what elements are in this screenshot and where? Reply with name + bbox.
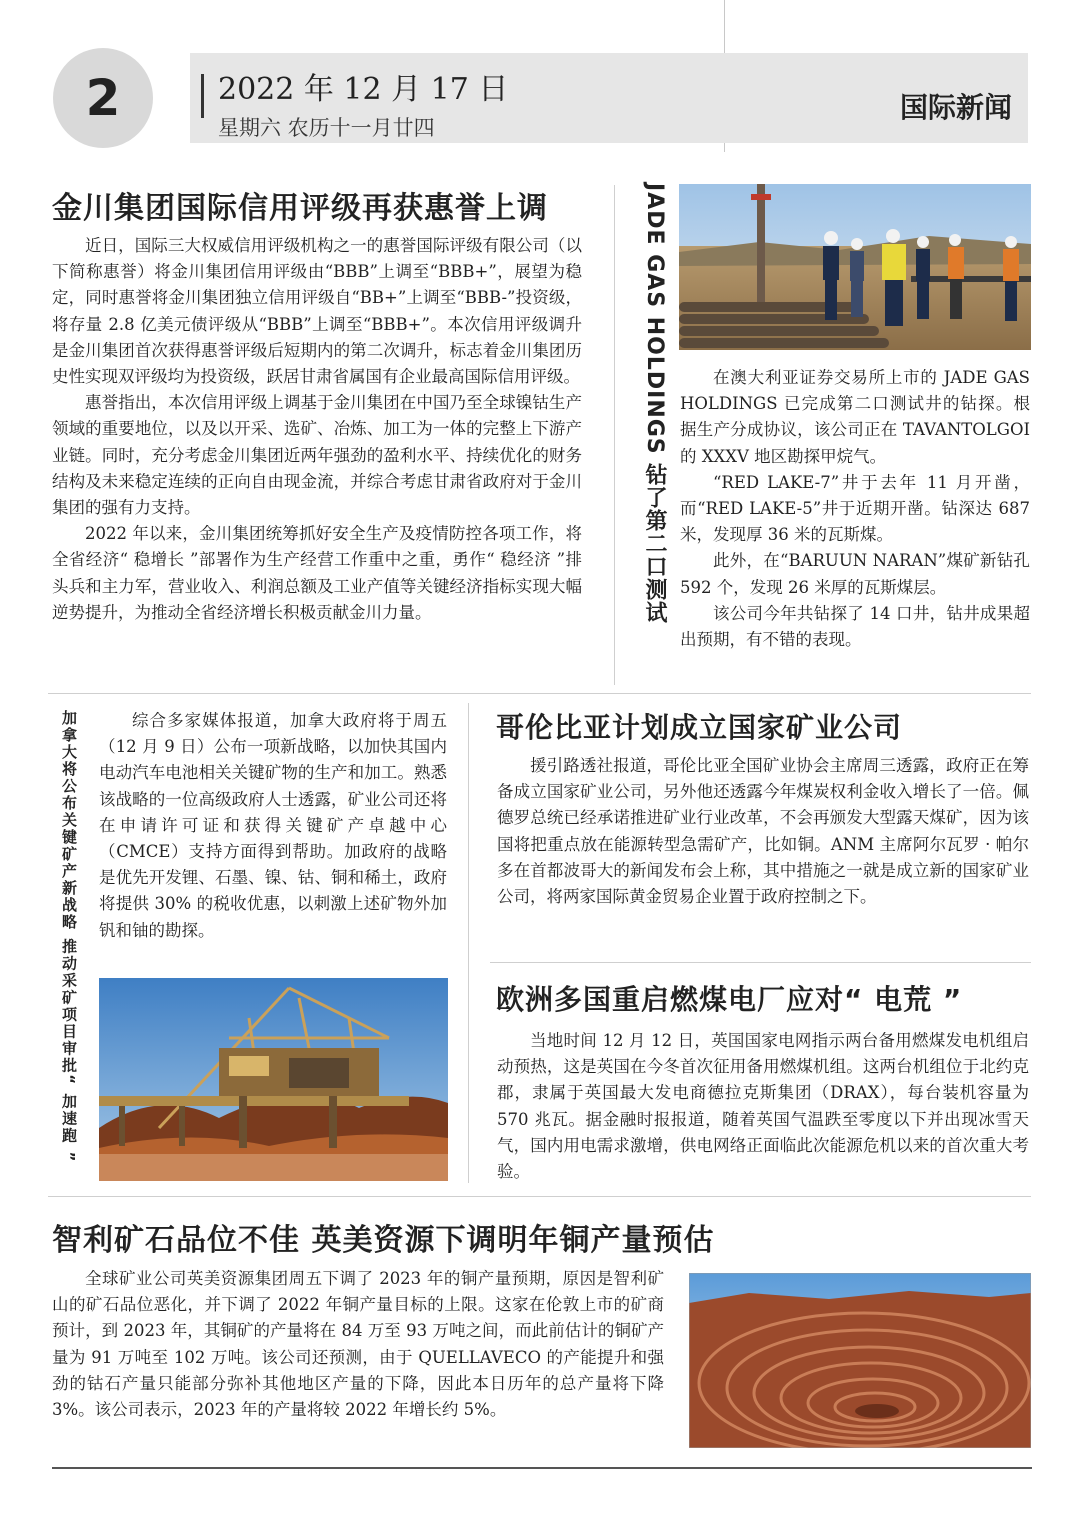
issue-date: 2022 年 12 月 17 日 (218, 72, 509, 107)
article-chile-body (52, 1266, 664, 1423)
article-europe-body (497, 1028, 1029, 1185)
headline-jade-gas: JADE GAS HOLDINGS 钻了第二口测试 (642, 183, 667, 625)
header-accent-bar (201, 74, 204, 118)
paragraph: 此外，在“BARUUN NARAN”煤矿新钻孔 592 个，发现 26 米厚的瓦斯煤层。 (680, 551, 1030, 597)
article-canada-body (99, 708, 447, 944)
paragraph: 该公司今年共钻探了 14 口井，钻井成果超出预期，有不错的表现。 (680, 603, 1030, 650)
drilling-crew-photo (679, 184, 1031, 350)
paragraph: 当地时间 12 月 12 日，英国国家电网指示两台备用燃煤发电机组启动预热，这是英国在今冬首次征用备用燃煤机组。这两台机组位于北约克郡，隶属于英国最大发电商德拉克斯集团（DRAX），每台装机容量为 570 兆瓦。据金融时报报道，随着英国气温跌至零度以下并出现冰雪天气，国内用电需求激增，供电网络正面临此次能源危机以来的首次重大考验。 (497, 1031, 1029, 1182)
column-divider (468, 703, 469, 1183)
paragraph: 惠誉指出，本次信用评级上调基于金川集团在中国乃至全球镍钴生产领域的重要地位，以及以开采、选矿、冶炼、加工为一体的完整上下游产业链。同时，充分考虑金川集团近两年强劲的盈利水平、持续优化的财务结构及未来稳定连续的正向自由现金流，并综合考虑甘肃省政府对于金川集团的强有力支持。 (52, 393, 582, 518)
headline-canada-minerals: 加拿大将公布关键矿产新战略 推动采矿项目审批“ 加速跑 ” (60, 710, 78, 1164)
paragraph: “RED LAKE-7”井于去年 11 月开凿，而“RED LAKE-5”井于近期开凿。钻深达 687 米，发现厚 36 米的瓦斯煤。 (680, 472, 1030, 545)
footer-rule (52, 1467, 1032, 1469)
section-divider (490, 962, 1031, 963)
paragraph: 近日，国际三大权威信用评级机构之一的惠誉国际评级有限公司（以下简称惠誉）将金川集团信用评级由“BBB”上调至“BBB+”，展望为稳定，同时惠誉将金川集团独立信用评级自“BB+”上调至“BBB-”投资级，将存量 2.8 亿美元债评级从“BBB”上调至“BBB+”。本次信用评级调升是金川集团首次获得惠誉评级后短期内的第二次调升，标志着金川集团历史性实现双评级均为投资级，跃居甘肃省属国有企业最高国际信用评级。 (52, 236, 582, 387)
headline-jinchuan-rating: 金川集团国际信用评级再获惠誉上调 (52, 191, 548, 226)
headline-europe-coal: 欧洲多国重启燃煤电厂应对“ 电荒 ” (496, 983, 963, 1016)
paragraph: 综合多家媒体报道，加拿大政府将于周五（12 月 9 日）公布一项新战略，以加快其国内电动汽车电池相关关键矿物的生产和加工。熟悉该战略的一位高级政府人士透露，矿业公司还将在申请许可证和获得关键矿产卓越中心（CMCE）支持方面得到帮助。加政府的战略是优先开发锂、石墨、镍、钴、铜和稀土，政府将提供 30% 的税收优惠，以刺激上述矿物外加钒和铀的勘探。 (99, 711, 447, 940)
open-pit-mine-photo (689, 1273, 1031, 1448)
headline-colombia-mining: 哥伦比亚计划成立国家矿业公司 (496, 711, 903, 744)
issue-lunar-date: 星期六 农历十一月廿四 (218, 116, 435, 140)
column-divider (614, 185, 615, 685)
paragraph: 2022 年以来，金川集团统筹抓好安全生产及疫情防控各项工作，将全省经济“ 稳增长 ”部署作为生产经营工作重中之重，勇作“ 稳经济 ”排头兵和主力军，营业收入、利润总额及工业产值等关键经济指标实现大幅逆势提升，为推动全省经济增长积极贡献金川力量。 (52, 524, 582, 622)
article-jade-gas-body (680, 365, 1030, 653)
paragraph: 在澳大利亚证券交易所上市的 JADE GAS HOLDINGS 已完成第二口测试井的钻探。根据生产分成协议，该公司正在 TAVANTOLGOI 的 XXXV 地区勘探甲烷气。 (680, 368, 1030, 466)
page-number-badge: 2 (53, 48, 153, 148)
headline-chile-copper: 智利矿石品位不佳 英美资源下调明年铜产量预估 (52, 1223, 715, 1258)
stacker-reclaimer-photo (99, 978, 448, 1181)
paragraph: 全球矿业公司英美资源集团周五下调了 2023 年的铜产量预期，原因是智利矿山的矿石品位恶化，并下调了 2022 年铜产量目标的上限。这家在伦敦上市的矿商预计，到 2023 年，其铜矿的产量将在 84 万至 93 万吨之间，而此前估计的铜矿产量为 91 万吨至 102 万吨。该公司还预测，由于 QUELLAVECO 的产能提升和强劲的钴石产量只能部分弥补其他地区产量的下降，因此本日历年的总产量将下降 3%。该公司表示，2023 年的产量将较 2022 年增长约 5%。 (52, 1269, 664, 1420)
section-divider (48, 693, 1031, 694)
paragraph: 援引路透社报道，哥伦比亚全国矿业协会主席周三透露，政府正在筹备成立国家矿业公司，另外他还透露今年煤炭权利金收入增长了一倍。佩德罗总统已经承诺推进矿业行业改革，不会再颁发大型露天煤矿，因为该国将把重点放在能源转型急需矿产，比如铜。ANM 主席阿尔瓦罗 · 帕尔多在首都波哥大的新闻发布会上称，其中措施之一就是成立新的国家矿业公司，将两家国际黄金贸易企业置于政府控制之下。 (497, 756, 1029, 907)
article-jinchuan-body (52, 233, 582, 626)
article-colombia-body (497, 753, 1029, 910)
section-title: 国际新闻 (899, 91, 1012, 124)
section-divider (48, 1196, 1031, 1197)
